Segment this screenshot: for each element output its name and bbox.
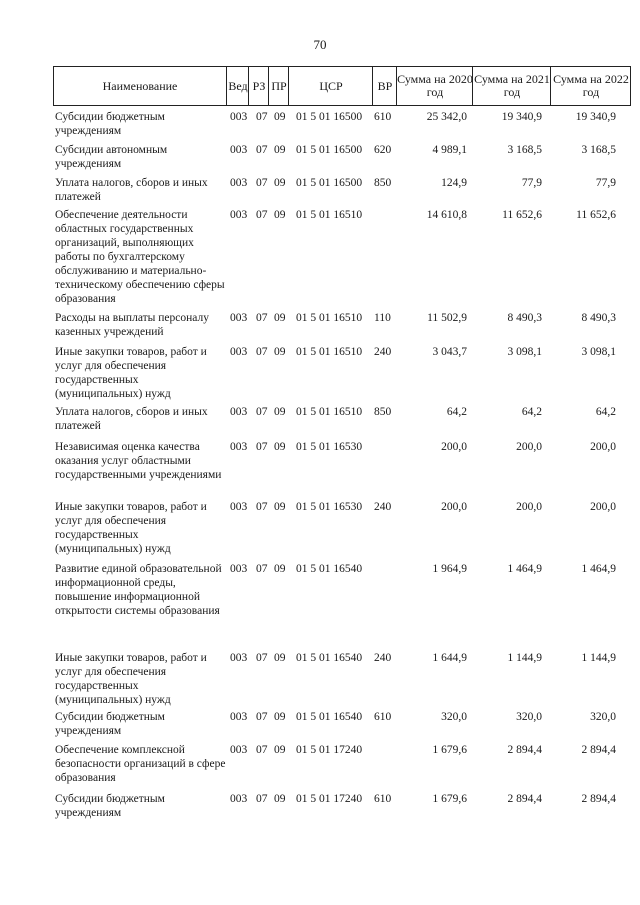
row-sum-2022: 1 464,9 bbox=[581, 563, 616, 575]
row-sum-2022: 200,0 bbox=[590, 441, 616, 453]
row-rz: 07 bbox=[256, 563, 268, 575]
row-name: Независимая оценка качества оказания услуг областными государственными учреждениями bbox=[55, 441, 222, 481]
row-rz: 07 bbox=[256, 312, 268, 324]
row-sum-2020: 3 043,7 bbox=[432, 346, 467, 358]
row-pr: 09 bbox=[274, 441, 286, 453]
row-vr: 610 bbox=[374, 111, 392, 123]
row-sum-2020: 200,0 bbox=[441, 501, 467, 513]
row-sum-2020: 124,9 bbox=[441, 177, 467, 189]
row-sum-2022: 1 144,9 bbox=[581, 652, 616, 664]
row-sum-2020: 1 644,9 bbox=[432, 652, 467, 664]
row-sum-2021: 200,0 bbox=[516, 441, 542, 453]
row-vr: 620 bbox=[374, 144, 392, 156]
row-sum-2020: 1 679,6 bbox=[432, 793, 467, 805]
row-sum-2021: 1 144,9 bbox=[507, 652, 542, 664]
row-pr: 09 bbox=[274, 501, 286, 513]
row-csr: 01 5 01 16500 bbox=[296, 111, 363, 123]
row-pr: 09 bbox=[274, 144, 286, 156]
row-name: Расходы на выплаты персоналу казенных учреждений bbox=[55, 312, 209, 338]
row-sum-2021: 2 894,4 bbox=[507, 793, 542, 805]
row-vr: 610 bbox=[374, 793, 392, 805]
row-sum-2021: 200,0 bbox=[516, 501, 542, 513]
row-name: Иные закупки товаров, работ и услуг для обеспечения государственных (муниципальных) нужд bbox=[55, 652, 207, 706]
row-ved: 003 bbox=[230, 563, 248, 575]
row-csr: 01 5 01 16510 bbox=[296, 209, 363, 221]
row-ved: 003 bbox=[230, 793, 248, 805]
row-sum-2021: 1 464,9 bbox=[507, 563, 542, 575]
row-rz: 07 bbox=[256, 793, 268, 805]
header-ved: Вед bbox=[226, 67, 249, 105]
row-sum-2021: 3 098,1 bbox=[507, 346, 542, 358]
row-pr: 09 bbox=[274, 209, 286, 221]
row-vr: 610 bbox=[374, 711, 392, 723]
row-sum-2022: 3 098,1 bbox=[581, 346, 616, 358]
row-ved: 003 bbox=[230, 711, 248, 723]
row-sum-2021: 11 652,6 bbox=[502, 209, 542, 221]
header-csr: ЦСР bbox=[288, 67, 373, 105]
row-vr: 240 bbox=[374, 346, 392, 358]
row-rz: 07 bbox=[256, 501, 268, 513]
row-name: Иные закупки товаров, работ и услуг для обеспечения государственных (муниципальных) нужд bbox=[55, 501, 207, 555]
row-name: Уплата налогов, сборов и иных платежей bbox=[55, 177, 208, 203]
row-csr: 01 5 01 16510 bbox=[296, 406, 363, 418]
row-pr: 09 bbox=[274, 793, 286, 805]
row-ved: 003 bbox=[230, 111, 248, 123]
page-number: 70 bbox=[313, 37, 327, 52]
row-rz: 07 bbox=[256, 209, 268, 221]
row-ved: 003 bbox=[230, 441, 248, 453]
row-csr: 01 5 01 17240 bbox=[296, 793, 363, 805]
row-pr: 09 bbox=[274, 346, 286, 358]
row-vr: 240 bbox=[374, 652, 392, 664]
row-ved: 003 bbox=[230, 177, 248, 189]
row-sum-2020: 64,2 bbox=[446, 406, 467, 418]
row-sum-2021: 320,0 bbox=[516, 711, 542, 723]
row-csr: 01 5 01 16500 bbox=[296, 144, 363, 156]
row-vr: 240 bbox=[374, 501, 392, 513]
row-sum-2022: 11 652,6 bbox=[576, 209, 616, 221]
row-ved: 003 bbox=[230, 501, 248, 513]
row-rz: 07 bbox=[256, 711, 268, 723]
row-ved: 003 bbox=[230, 744, 248, 756]
row-ved: 003 bbox=[230, 312, 248, 324]
row-name: Иные закупки товаров, работ и услуг для обеспечения государственных (муниципальных) нужд bbox=[55, 346, 207, 400]
row-rz: 07 bbox=[256, 144, 268, 156]
row-sum-2020: 4 989,1 bbox=[432, 144, 467, 156]
row-name: Субсидии автономным учреждениям bbox=[55, 144, 168, 170]
row-rz: 07 bbox=[256, 406, 268, 418]
row-sum-2021: 2 894,4 bbox=[507, 744, 542, 756]
header-vr: ВР bbox=[372, 67, 397, 105]
row-name: Обеспечение деятельности областных государственных организаций, выполняющих работы по бухгалтерскому обслуживанию и материально-техническому обеспечению сферы образования bbox=[55, 209, 225, 305]
row-ved: 003 bbox=[230, 406, 248, 418]
row-csr: 01 5 01 16510 bbox=[296, 312, 363, 324]
row-ved: 003 bbox=[230, 209, 248, 221]
row-sum-2022: 64,2 bbox=[595, 406, 616, 418]
row-rz: 07 bbox=[256, 441, 268, 453]
row-sum-2021: 19 340,9 bbox=[501, 111, 542, 123]
row-sum-2021: 64,2 bbox=[521, 406, 542, 418]
row-csr: 01 5 01 16530 bbox=[296, 501, 363, 513]
row-pr: 09 bbox=[274, 312, 286, 324]
row-vr: 850 bbox=[374, 406, 392, 418]
row-rz: 07 bbox=[256, 346, 268, 358]
row-rz: 07 bbox=[256, 177, 268, 189]
row-sum-2021: 3 168,5 bbox=[507, 144, 542, 156]
row-pr: 09 bbox=[274, 111, 286, 123]
row-sum-2020: 200,0 bbox=[441, 441, 467, 453]
row-sum-2022: 19 340,9 bbox=[575, 111, 616, 123]
row-csr: 01 5 01 16540 bbox=[296, 652, 363, 664]
row-csr: 01 5 01 17240 bbox=[296, 744, 363, 756]
row-name: Обеспечение комплексной безопасности организаций в сфере образования bbox=[55, 744, 226, 784]
row-pr: 09 bbox=[274, 563, 286, 575]
row-sum-2022: 320,0 bbox=[590, 711, 616, 723]
row-sum-2021: 77,9 bbox=[521, 177, 542, 189]
row-sum-2020: 1 964,9 bbox=[432, 563, 467, 575]
row-ved: 003 bbox=[230, 652, 248, 664]
header-pr: ПР bbox=[268, 67, 289, 105]
row-ved: 003 bbox=[230, 346, 248, 358]
header-sum-2020: Сумма на 2020 год bbox=[396, 67, 473, 105]
row-pr: 09 bbox=[274, 652, 286, 664]
row-name: Субсидии бюджетным учреждениям bbox=[55, 793, 165, 819]
header-sum-2022: Сумма на 2022 год bbox=[550, 67, 631, 105]
row-rz: 07 bbox=[256, 111, 268, 123]
row-pr: 09 bbox=[274, 711, 286, 723]
row-csr: 01 5 01 16510 bbox=[296, 346, 363, 358]
row-pr: 09 bbox=[274, 177, 286, 189]
row-sum-2020: 25 342,0 bbox=[426, 111, 467, 123]
row-csr: 01 5 01 16540 bbox=[296, 711, 363, 723]
row-sum-2022: 8 490,3 bbox=[581, 312, 616, 324]
header-rz: РЗ bbox=[248, 67, 269, 105]
row-rz: 07 bbox=[256, 744, 268, 756]
row-sum-2020: 11 502,9 bbox=[427, 312, 467, 324]
row-pr: 09 bbox=[274, 744, 286, 756]
row-sum-2022: 3 168,5 bbox=[581, 144, 616, 156]
row-ved: 003 bbox=[230, 144, 248, 156]
row-sum-2022: 200,0 bbox=[590, 501, 616, 513]
row-csr: 01 5 01 16530 bbox=[296, 441, 363, 453]
row-name: Субсидии бюджетным учреждениям bbox=[55, 711, 165, 737]
header-name: Наименование bbox=[102, 78, 178, 93]
row-pr: 09 bbox=[274, 406, 286, 418]
row-vr: 110 bbox=[374, 312, 391, 324]
row-name: Развитие единой образовательной информационной среды, повышение информационной открытости системы образования bbox=[55, 563, 222, 617]
row-sum-2020: 320,0 bbox=[441, 711, 467, 723]
row-name: Субсидии бюджетным учреждениям bbox=[55, 111, 165, 137]
row-rz: 07 bbox=[256, 652, 268, 664]
row-csr: 01 5 01 16540 bbox=[296, 563, 363, 575]
row-sum-2022: 2 894,4 bbox=[581, 744, 616, 756]
row-vr: 850 bbox=[374, 177, 392, 189]
row-sum-2020: 14 610,8 bbox=[426, 209, 467, 221]
row-csr: 01 5 01 16500 bbox=[296, 177, 363, 189]
row-sum-2020: 1 679,6 bbox=[432, 744, 467, 756]
row-name: Уплата налогов, сборов и иных платежей bbox=[55, 406, 208, 432]
row-sum-2022: 77,9 bbox=[595, 177, 616, 189]
header-sum-2021: Сумма на 2021 год bbox=[472, 67, 551, 105]
row-sum-2022: 2 894,4 bbox=[581, 793, 616, 805]
row-sum-2021: 8 490,3 bbox=[507, 312, 542, 324]
